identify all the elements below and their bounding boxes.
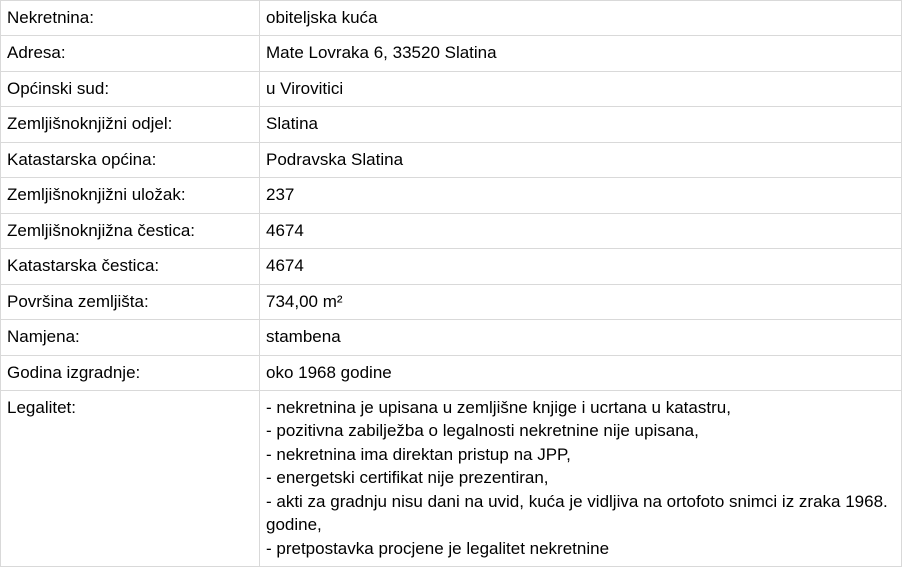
table-row-legality <box>1 390 902 566</box>
legality-item: - energetski certifikat nije prezentiran, <box>266 468 549 488</box>
row-value: stambena <box>260 320 902 355</box>
table-row <box>1 1 902 36</box>
row-value: 237 <box>260 178 902 213</box>
row-label: Adresa: <box>1 36 260 71</box>
row-value: 4674 <box>260 213 902 248</box>
legality-item: - nekretnina ima direktan pristup na JPP, <box>266 444 571 464</box>
row-label: Općinski sud: <box>1 71 260 106</box>
row-value: 4674 <box>260 249 902 284</box>
table-row <box>1 320 902 355</box>
row-label: Zemljišnoknjižni uložak: <box>1 178 260 213</box>
row-label: Katastarska općina: <box>1 142 260 177</box>
table-body <box>1 1 902 567</box>
row-value: Slatina <box>260 107 902 142</box>
row-value: Podravska Slatina <box>260 142 902 177</box>
row-label: Zemljišnoknjižni odjel: <box>1 107 260 142</box>
table-row <box>1 142 902 177</box>
table-row <box>1 284 902 319</box>
row-label: Godina izgradnje: <box>1 355 260 390</box>
row-label: Zemljišnoknjižna čestica: <box>1 213 260 248</box>
legality-item: - pozitivna zabilježba o legalnosti nekretnine nije upisana, <box>266 421 699 441</box>
row-label: Legalitet: <box>1 390 260 566</box>
legality-item: - nekretnina je upisana u zemljišne knjige i ucrtana u katastru, <box>266 397 731 417</box>
table-row <box>1 71 902 106</box>
table-row <box>1 107 902 142</box>
table-row <box>1 355 902 390</box>
table-row <box>1 178 902 213</box>
row-label: Površina zemljišta: <box>1 284 260 319</box>
legality-list <box>260 390 902 566</box>
row-value: obiteljska kuća <box>260 1 902 36</box>
row-label: Nekretnina: <box>1 1 260 36</box>
table-row <box>1 36 902 71</box>
row-label: Katastarska čestica: <box>1 249 260 284</box>
row-label: Namjena: <box>1 320 260 355</box>
row-value: u Virovitici <box>260 71 902 106</box>
row-value: 734,00 m² <box>260 284 902 319</box>
row-value: oko 1968 godine <box>260 355 902 390</box>
table-row <box>1 213 902 248</box>
legality-item: - pretpostavka procjene je legalitet nekretnine <box>266 538 610 558</box>
table-row <box>1 249 902 284</box>
legality-item: - akti za gradnju nisu dani na uvid, kuća je vidljiva na ortofoto snimci iz zraka 1968. godine, <box>266 491 888 535</box>
row-value: Mate Lovraka 6, 33520 Slatina <box>260 36 902 71</box>
